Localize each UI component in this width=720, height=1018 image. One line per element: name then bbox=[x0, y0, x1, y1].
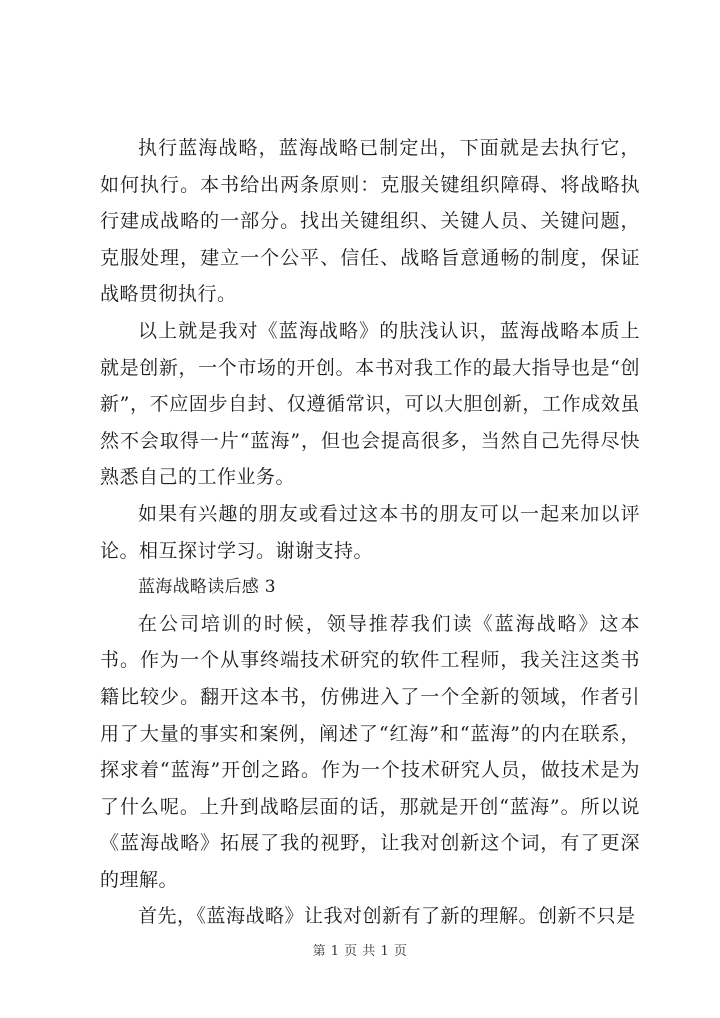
paragraph-first: 首先，《蓝海战略》让我对创新有了新的理解。创新不只是 bbox=[138, 905, 636, 928]
paragraph-invitation: 如果有兴趣的朋友或看过这本书的朋友可以一起来加以评论。相互探讨学习。谢谢支持。 bbox=[100, 502, 640, 562]
section-title: 蓝海战略读后感 3 bbox=[138, 577, 276, 598]
document-body bbox=[100, 130, 640, 935]
paragraph-training: 在公司培训的时候，领导推荐我们读《蓝海战略》这本书。作为一个从事终端技术研究的软件工程师，我关注这类书籍比较少。翻开这本书，仿佛进入了一个全新的领域，作者引用了大量的事实和案例，阐述了“红海”和“蓝海”的内在联系，探求着“蓝海”开创之路。作为一个技术研究人员，做技术是为了什么呢。上升到战略层面的话，那就是开创“蓝海”。所以说《蓝海战略》拓展了我的视野，让我对创新这个词，有了更深的理解。 bbox=[100, 612, 640, 891]
page-number-footer: 第 1 页 共 1 页 bbox=[312, 944, 408, 959]
paragraph-understanding: 以上就是我对《蓝海战略》的肤浅认识，蓝海战略本质上就是创新，一个市场的开创。本书对我工作的最大指导也是“创新”，不应固步自封、仅遵循常识，可以大胆创新，工作成效虽然不会取得一片“蓝海”，但也会提高很多，当然自己先得尽快熟悉自己的工作业务。 bbox=[100, 319, 640, 489]
paragraph-execution: 执行蓝海战略，蓝海战略已制定出，下面就是去执行它，如何执行。本书给出两条原则：克服关键组织障碍、将战略执行建成战略的一部分。找出关键组织、关键人员、关键问题，克服处理，建立一个公平、信任、战略旨意通畅的制度，保证战略贯彻执行。 bbox=[100, 137, 640, 306]
